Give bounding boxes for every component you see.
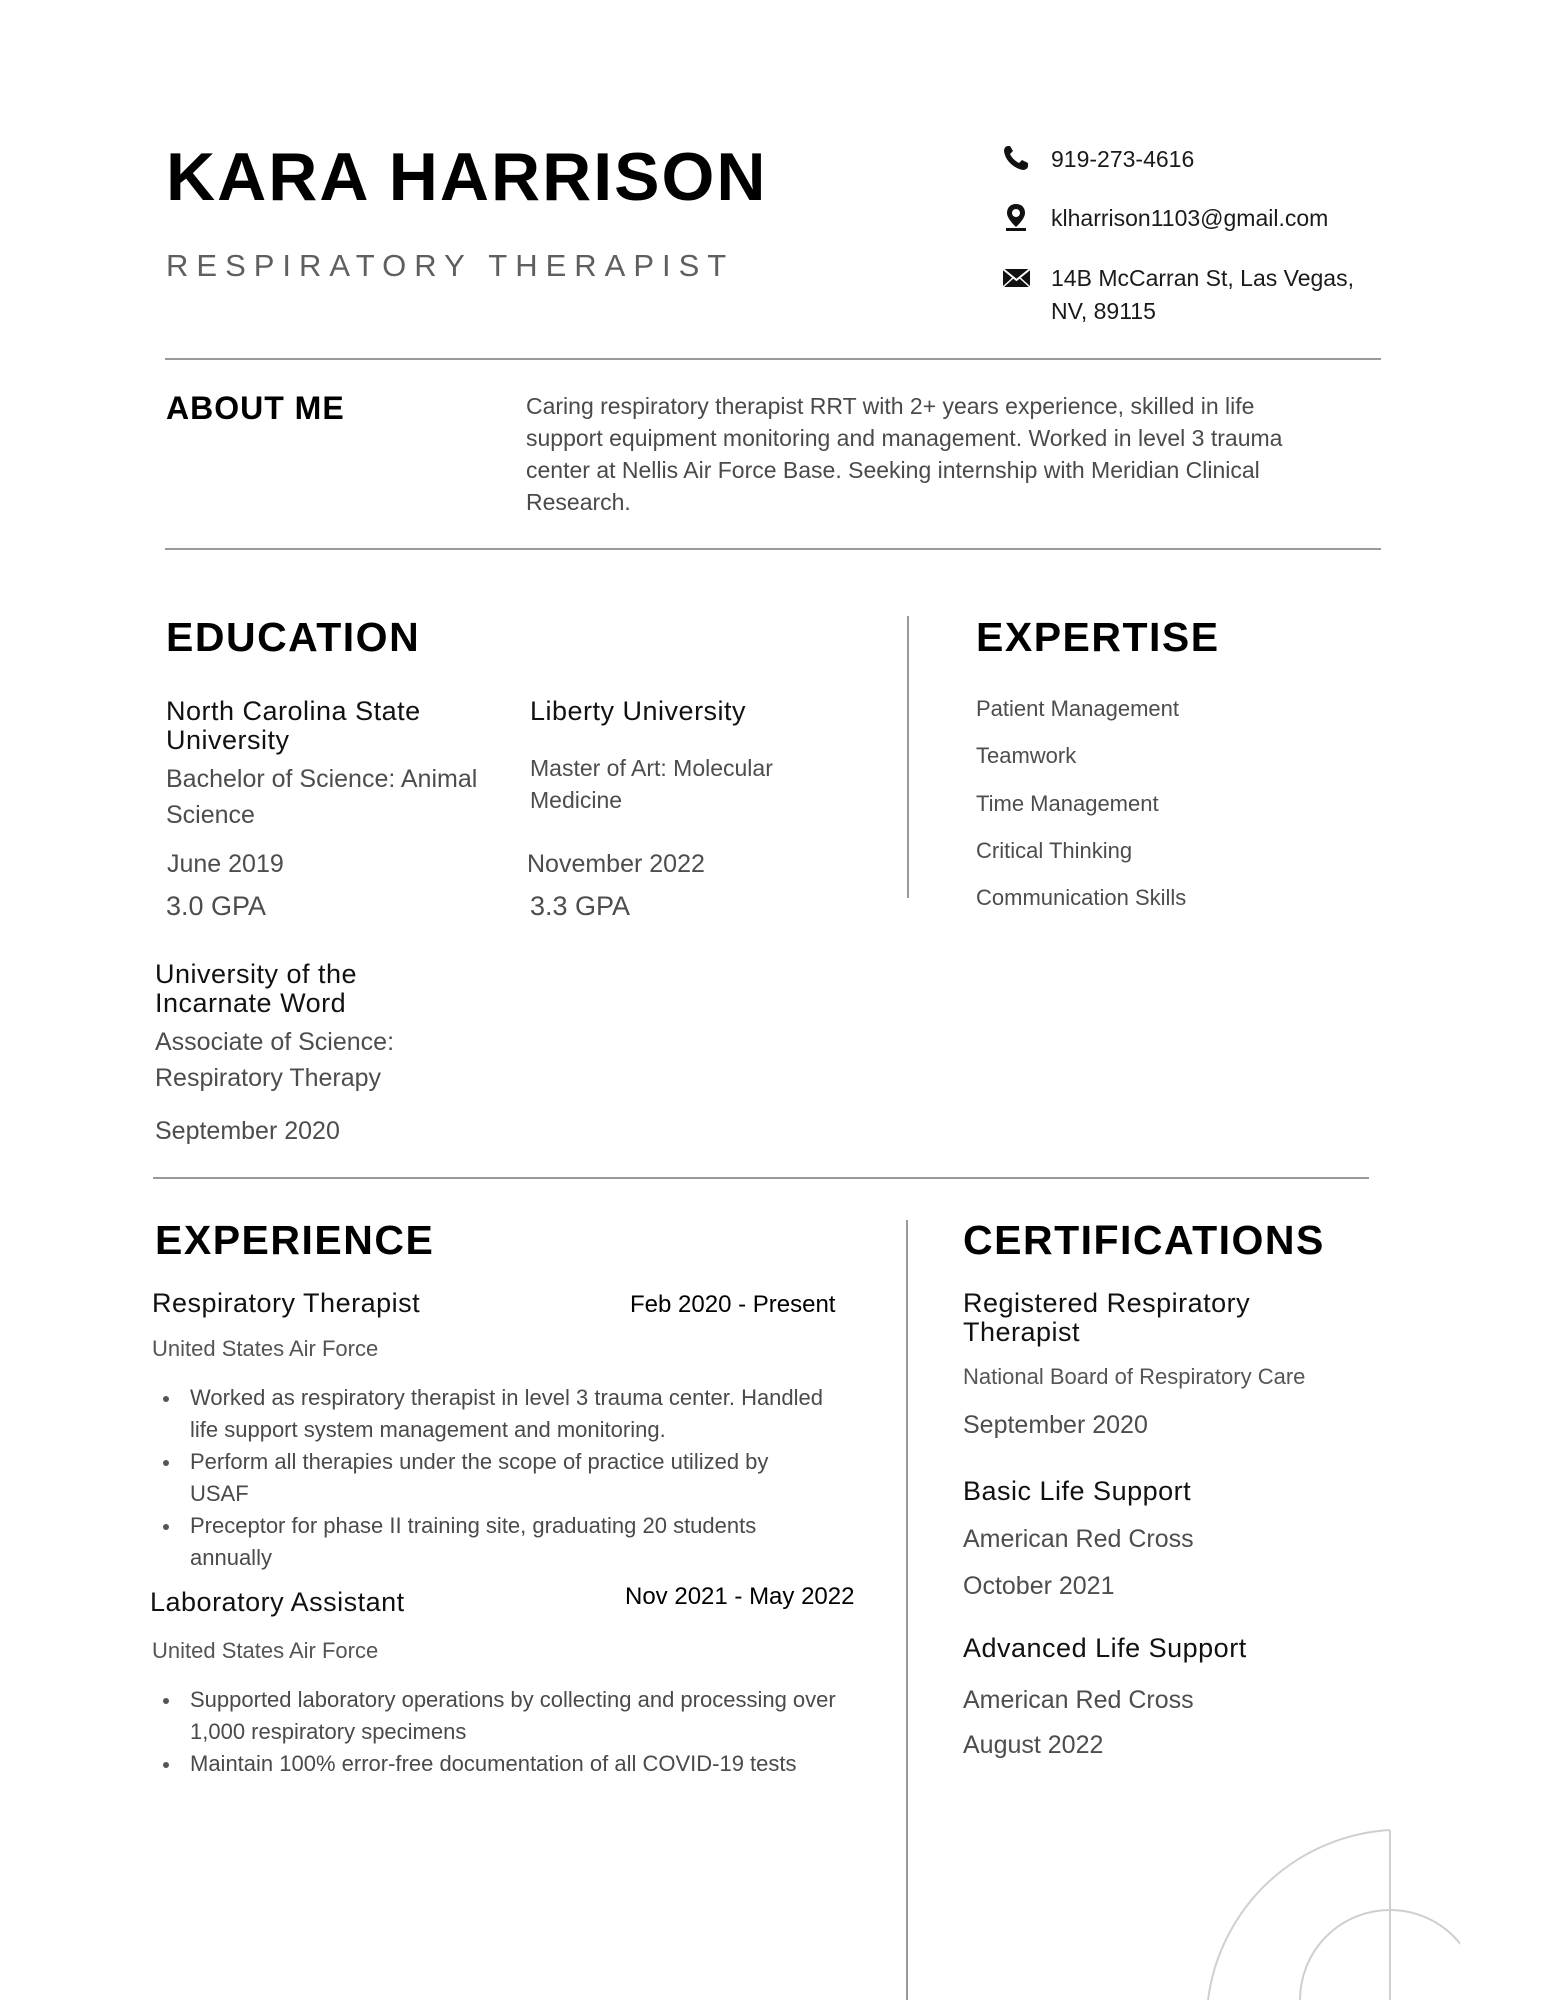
address-line-1: 14B McCarran St, Las Vegas, bbox=[1051, 265, 1354, 291]
job-dates: Feb 2020 - Present bbox=[630, 1291, 836, 1318]
education-date: November 2022 bbox=[527, 850, 705, 878]
skill-item: Time Management bbox=[976, 791, 1159, 816]
certification-entry bbox=[963, 1289, 1383, 1347]
education-date: June 2019 bbox=[167, 850, 284, 878]
degree: Master of Art: Molecular bbox=[530, 755, 773, 781]
expertise-heading: EXPERTISE bbox=[976, 614, 1220, 660]
school-name: Incarnate Word bbox=[155, 988, 347, 1018]
list-item: Perform all therapies under the scope of practice utilized by USAF bbox=[152, 1446, 832, 1510]
divider bbox=[165, 548, 1381, 550]
school-name: University of the bbox=[155, 959, 358, 989]
skill-item: Patient Management bbox=[976, 696, 1180, 721]
experience-heading: EXPERIENCE bbox=[155, 1217, 435, 1263]
cert-title: Basic Life Support bbox=[963, 1476, 1192, 1506]
education-entry bbox=[155, 960, 495, 1096]
gpa: 3.3 GPA bbox=[530, 891, 631, 921]
skill-item: Critical Thinking bbox=[976, 838, 1133, 863]
list-item: Worked as respiratory therapist in level 3 trauma center. Handled life support system management and monitoring. bbox=[152, 1382, 832, 1446]
cert-date: September 2020 bbox=[963, 1411, 1148, 1439]
job-bullets bbox=[152, 1382, 832, 1574]
education-entry bbox=[166, 697, 506, 833]
list-item: Maintain 100% error-free documentation of all COVID-19 tests bbox=[152, 1748, 842, 1780]
job-org: United States Air Force bbox=[152, 1336, 379, 1361]
divider bbox=[153, 1177, 1369, 1179]
job-org: United States Air Force bbox=[152, 1638, 379, 1663]
cert-org: American Red Cross bbox=[963, 1525, 1194, 1553]
phone-icon bbox=[1000, 143, 1036, 173]
degree: Science bbox=[166, 801, 255, 829]
cert-date: October 2021 bbox=[963, 1572, 1115, 1600]
degree: Medicine bbox=[530, 787, 623, 813]
cert-org: American Red Cross bbox=[963, 1686, 1194, 1714]
list-item: Preceptor for phase II training site, graduating 20 students annually bbox=[152, 1510, 832, 1574]
phone-text: 919-273-4616 bbox=[1051, 146, 1195, 172]
job-title: Respiratory Therapist bbox=[152, 1288, 421, 1318]
contact-email bbox=[1000, 202, 1328, 235]
skill-item: Communication Skills bbox=[976, 885, 1187, 910]
job-role: RESPIRATORY THERAPIST bbox=[166, 248, 735, 283]
column-divider bbox=[907, 616, 909, 898]
contact-address bbox=[1000, 262, 1354, 328]
degree: Respiratory Therapy bbox=[155, 1064, 382, 1092]
cert-date: August 2022 bbox=[963, 1731, 1104, 1759]
envelope-icon bbox=[1000, 262, 1036, 292]
cert-title: Registered Respiratory bbox=[963, 1288, 1251, 1318]
contact-phone bbox=[1000, 143, 1194, 176]
candidate-name: KARA HARRISON bbox=[166, 139, 768, 215]
education-heading: EDUCATION bbox=[166, 614, 421, 660]
decorative-arcs bbox=[1190, 1820, 1460, 2000]
job-dates: Nov 2021 - May 2022 bbox=[625, 1583, 855, 1610]
list-item: Supported laboratory operations by collecting and processing over 1,000 respiratory specimens bbox=[152, 1684, 842, 1748]
education-date: September 2020 bbox=[155, 1117, 340, 1145]
cert-title: Advanced Life Support bbox=[963, 1633, 1247, 1663]
email-text: klharrison1103@gmail.com bbox=[1051, 205, 1329, 231]
degree: Bachelor of Science: Animal bbox=[166, 765, 478, 793]
cert-org: National Board of Respiratory Care bbox=[963, 1364, 1306, 1389]
address-line-2: NV, 89115 bbox=[1051, 298, 1156, 324]
column-divider bbox=[906, 1220, 908, 2000]
school-name: Liberty University bbox=[530, 696, 747, 726]
about-heading: ABOUT ME bbox=[166, 390, 345, 426]
education-entry bbox=[530, 697, 870, 816]
certifications-heading: CERTIFICATIONS bbox=[963, 1217, 1325, 1263]
gpa: 3.0 GPA bbox=[166, 891, 267, 921]
cert-title: Therapist bbox=[963, 1317, 1081, 1347]
about-text: Caring respiratory therapist RRT with 2+ years experience, skilled in life support equipment monitoring and management. Worked in level 3 trauma center at Nellis Air Force Base. Seeking internship with Meridian Clinical Research. bbox=[526, 393, 1283, 515]
skill-item: Teamwork bbox=[976, 743, 1077, 768]
job-title: Laboratory Assistant bbox=[150, 1587, 405, 1617]
degree: Associate of Science: bbox=[155, 1028, 395, 1056]
school-name: University bbox=[166, 725, 290, 755]
school-name: North Carolina State bbox=[166, 696, 421, 726]
divider bbox=[165, 358, 1381, 360]
location-pin-icon bbox=[1000, 202, 1036, 232]
job-bullets bbox=[152, 1684, 842, 1780]
